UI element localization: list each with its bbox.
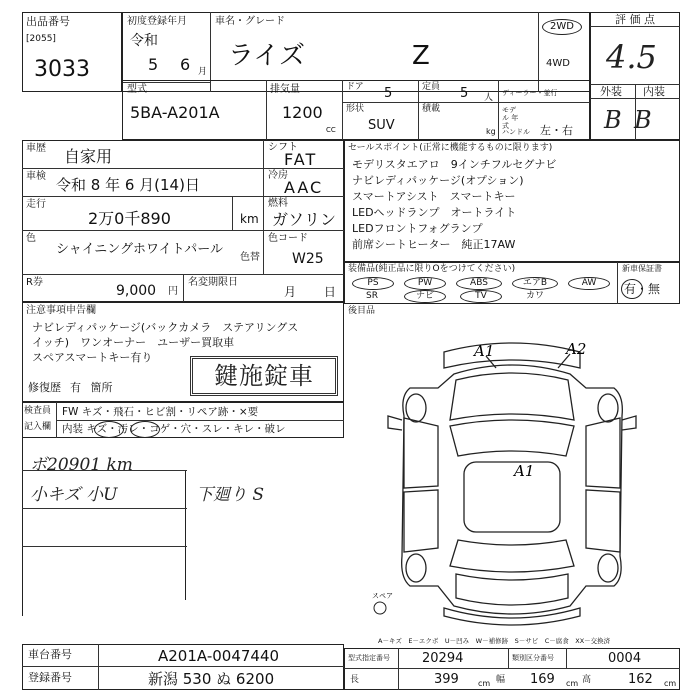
ac-value: AAC	[284, 178, 324, 197]
damage-mark-a2-front: A2	[566, 340, 587, 358]
class-value: 0004	[608, 651, 642, 666]
selling-point: LEDフロントフォグランプ	[352, 222, 483, 235]
repair-value: 有 箇所	[70, 381, 113, 394]
recycle-value: 9,000	[116, 283, 157, 299]
shift-label: シフト	[268, 142, 298, 153]
cap-unit: 人	[484, 93, 494, 103]
load-label: 積載	[422, 104, 441, 114]
width-unit: cm	[566, 679, 579, 688]
mileage-label: 走行	[26, 199, 46, 210]
selling-point: スマートアシスト スマートキー	[352, 190, 516, 203]
selling-points-label: セールスポイント(正常に機能するものに限ります)	[348, 143, 553, 153]
handwritten-mileage: ボ20901 km	[30, 455, 133, 475]
handle-value: 左・右	[540, 124, 573, 137]
equip-navi: ナビ	[404, 290, 446, 303]
ext-label: 外装	[600, 85, 622, 98]
color-code-label: 色コード	[268, 233, 308, 244]
length-value: 399	[434, 672, 459, 687]
equip-sr: SR	[366, 291, 378, 301]
reg-month: 6	[180, 55, 191, 74]
recycle-unit: 円	[168, 286, 178, 297]
plate-value: 新潟 530 ぬ 6200	[148, 670, 275, 688]
equip-leather: カワ	[526, 291, 545, 301]
ac-label: 冷房	[268, 170, 288, 181]
equip-aw: AW	[568, 277, 610, 290]
repair-label: 修復歴	[28, 381, 61, 394]
type-label: 型式	[127, 84, 147, 95]
mileage-unit: km	[240, 212, 259, 226]
height-label: 高	[582, 675, 592, 685]
model-name: ライズ	[228, 41, 305, 71]
mileage-value: 2万0千890	[88, 209, 171, 228]
grade: Z	[412, 41, 430, 71]
model-year-label: モデル 年式	[502, 106, 519, 130]
era: 令和	[130, 33, 158, 49]
note-line: スペアスマートキー有り	[32, 351, 153, 364]
use-label: 車歴	[26, 143, 46, 154]
model-cert-value: 20294	[422, 651, 464, 666]
shape-value: SUV	[368, 118, 395, 133]
reg-year: 5	[148, 55, 159, 74]
inspector-label-1: 検査員	[24, 406, 52, 416]
score-label: 評 価 点	[615, 13, 655, 26]
cc-unit: CC	[326, 126, 336, 134]
warranty-label: 新車保証書	[622, 264, 662, 273]
selling-point: モデリスタエアロ 9インチフルセグナビ	[352, 158, 557, 171]
width-value: 169	[530, 672, 555, 687]
inspector-row-1: FW キズ・飛石・ヒビ割・リペア跡・×要	[62, 406, 259, 418]
inspect-label: 車検	[26, 171, 46, 182]
selling-points-list	[352, 157, 556, 253]
lot-number: 3033	[34, 57, 90, 82]
handwritten-note-2: 下廻り S	[196, 485, 265, 505]
equip-abs: ABS	[456, 277, 502, 290]
recycle-label: R券	[26, 277, 43, 288]
color-code: W25	[292, 251, 324, 267]
class-label: 類別区分番号	[512, 654, 554, 662]
door-value: 5	[384, 86, 393, 101]
damage-mark-a1-front: A1	[474, 342, 495, 360]
score-value: 4.5	[606, 38, 657, 76]
equipment-label: 装備品(純正品に限りOをつけてください)	[348, 264, 516, 274]
name-change-value: 月 日	[284, 285, 336, 299]
type-value: 5BA-A201A	[130, 103, 220, 122]
chassis-label: 車台番号	[28, 648, 72, 661]
first-reg-label: 初度登録年月	[127, 16, 187, 27]
spare-tire-icon	[374, 602, 386, 614]
handwritten-note-1: 小キズ 小U	[30, 485, 118, 505]
width-label: 幅	[496, 675, 506, 685]
notes-label: 注意事項申告欄	[26, 305, 96, 316]
diagram-legend: A－キズ E－エクボ U－凹み W－補修跡 S－サビ C－腐食 XX－交換済	[378, 637, 611, 645]
lot-label: 出品番号	[26, 15, 70, 28]
name-change-label: 名変期限日	[188, 277, 238, 288]
warranty-value: 有・無	[624, 282, 661, 296]
circle-stain	[130, 421, 160, 438]
equip-airbag: エアB	[512, 277, 558, 290]
rear-seat-label: 後目品	[348, 306, 376, 316]
model-cert-label: 型式指定番号	[348, 654, 390, 662]
note-line: イッチ) ワンオーナー ユーザー買取車	[32, 336, 235, 349]
cap-label: 定員	[422, 82, 441, 92]
chassis-value: A201A-0047440	[158, 647, 280, 665]
circle-scratch	[94, 421, 124, 438]
inspect-value: 令和 8 年 6 月(14)日	[56, 176, 200, 194]
car-damage-diagram	[344, 316, 680, 638]
selling-point: LEDヘッドランプ オートライト	[352, 206, 517, 219]
fuel-label: 燃料	[268, 198, 288, 209]
color-change-label: 色替	[240, 252, 260, 263]
height-unit: cm	[664, 679, 677, 688]
plate-label: 登録番号	[28, 671, 72, 684]
selling-point: ナビレディパッケージ(オプション)	[352, 174, 524, 187]
inspector-row-2: 内装 キズ・汚レ・コゲ・穴・スレ・キレ・破レ	[62, 423, 286, 435]
color-label: 色	[26, 233, 36, 244]
spare-label: スペア	[372, 592, 393, 600]
shape-label: 形状	[346, 104, 365, 114]
damage-mark-a1-roof: A1	[514, 462, 535, 480]
lot-sub: [2055]	[26, 34, 56, 44]
fuel-value: ガソリン	[272, 210, 337, 229]
cc-value: 1200	[282, 103, 323, 122]
month-unit: 月	[198, 67, 208, 77]
cap-value: 5	[460, 86, 469, 101]
warranty-circle	[621, 279, 643, 299]
load-unit: kg	[486, 127, 496, 136]
handle-label: ハンドル	[502, 128, 530, 136]
equip-ps: PS	[352, 277, 394, 290]
model-label: 車名・グレード	[215, 16, 285, 27]
shift-value: FAT	[284, 150, 318, 169]
int-label: 内装	[643, 85, 665, 98]
equip-pw: PW	[404, 277, 446, 290]
locked-vehicle-stamp: 鍵施錠車	[190, 356, 338, 396]
length-label: 長	[350, 675, 360, 685]
selling-point: 前席シートヒーター 純正17AW	[352, 238, 516, 251]
drive-2wd: 2WD	[550, 21, 574, 32]
ext-grade: B	[604, 106, 622, 134]
drive-4wd: 4WD	[546, 58, 570, 69]
color-value: シャイニングホワイトパール	[56, 242, 224, 257]
use-value: 自家用	[64, 147, 113, 166]
inspector-label-2: 記入欄	[24, 422, 52, 432]
note-line: ナビレディパッケージ(バックカメラ ステアリングス	[32, 321, 299, 334]
cc-label: 排気量	[270, 84, 300, 95]
dealer-label: ディーラー・並行	[502, 89, 558, 97]
length-unit: cm	[478, 679, 491, 688]
int-grade: B	[634, 106, 652, 134]
door-label: ドア	[346, 82, 364, 92]
height-value: 162	[628, 672, 653, 687]
drive-2wd-oval	[542, 19, 582, 35]
equip-tv: TV	[460, 290, 502, 303]
